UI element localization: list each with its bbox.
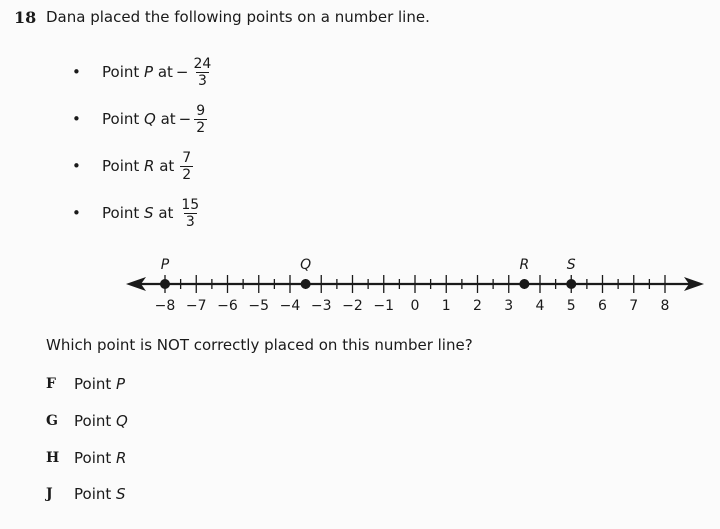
choice-text: Point [74, 412, 117, 430]
choice-text: Point [74, 485, 117, 503]
bullet-icon: • [72, 63, 81, 81]
question-prompt: Which point is NOT correctly placed on this number line? [46, 336, 473, 354]
fraction [191, 56, 213, 89]
fraction-denominator: 2 [182, 166, 192, 183]
point-label: Point [102, 157, 145, 175]
point-label: Point [102, 110, 145, 128]
point-name: R [144, 157, 155, 175]
choice-text: Point [74, 449, 117, 467]
fraction-denominator: 2 [196, 119, 206, 136]
fraction [179, 197, 201, 230]
point-label: Point [102, 63, 145, 81]
point-dot [566, 279, 576, 289]
choice-f[interactable] [46, 373, 125, 395]
point-label: P [160, 257, 170, 273]
fraction-numerator: 24 [193, 55, 212, 72]
tick-label: −1 [373, 298, 395, 314]
choice-text: Point [74, 375, 117, 393]
tick-label: −6 [217, 298, 238, 314]
point-sign: − [178, 110, 192, 128]
tick-label: 1 [441, 298, 451, 314]
point-dot [160, 279, 170, 289]
tick-label: −4 [279, 298, 301, 314]
fraction-denominator: 3 [197, 72, 207, 89]
choice-var: R [116, 449, 127, 467]
number-line [0, 248, 720, 318]
choice-h[interactable] [46, 447, 126, 469]
choice-letter: J [46, 486, 53, 502]
point-at: at [155, 110, 176, 128]
fraction [194, 103, 207, 136]
choice-var: P [116, 375, 126, 393]
choice-letter: G [46, 413, 58, 429]
tick-label: 4 [535, 298, 545, 314]
fraction-numerator: 7 [182, 149, 192, 166]
point-at: at [153, 204, 174, 222]
tick-label: −8 [154, 298, 176, 314]
point-label: S [566, 257, 576, 273]
tick-label: 0 [410, 298, 420, 314]
choice-letter: H [46, 450, 60, 466]
tick-label: 6 [598, 298, 607, 314]
point-label: Q [300, 257, 312, 273]
point-at: at [154, 157, 175, 175]
number-line-ticks [155, 275, 670, 314]
tick-label: 5 [566, 298, 576, 314]
tick-label: 7 [629, 298, 639, 314]
point-name: Q [144, 110, 156, 128]
point-label: Point [102, 204, 145, 222]
choice-j[interactable] [46, 483, 126, 505]
point-item [72, 52, 213, 92]
point-name: S [144, 204, 154, 222]
point-dot [301, 279, 311, 289]
choice-letter: F [46, 376, 56, 392]
choice-var: S [116, 485, 126, 503]
tick-label: −7 [185, 298, 207, 314]
fraction-denominator: 3 [185, 213, 195, 230]
question-number: 18 [14, 8, 37, 27]
point-item [72, 146, 193, 186]
point-name: P [144, 63, 154, 81]
bullet-icon: • [72, 204, 81, 222]
bullet-icon: • [72, 110, 81, 128]
tick-label: −2 [342, 298, 363, 314]
fraction-numerator: 15 [181, 196, 200, 213]
tick-label: −5 [248, 298, 270, 314]
question-stem: Dana placed the following points on a number line. [46, 8, 430, 26]
tick-label: −3 [310, 298, 332, 314]
point-dot [519, 279, 529, 289]
choice-var: Q [116, 412, 128, 430]
choice-g[interactable] [46, 410, 128, 432]
point-item [72, 193, 201, 233]
point-label: R [519, 257, 530, 273]
bullet-icon: • [72, 157, 81, 175]
fraction-numerator: 9 [196, 102, 206, 119]
point-sign: − [175, 63, 189, 81]
point-item [72, 99, 207, 139]
fraction [180, 150, 193, 183]
point-at: at [153, 63, 173, 81]
tick-label: 8 [660, 298, 670, 314]
tick-label: 2 [473, 298, 482, 314]
tick-label: 3 [504, 298, 514, 314]
